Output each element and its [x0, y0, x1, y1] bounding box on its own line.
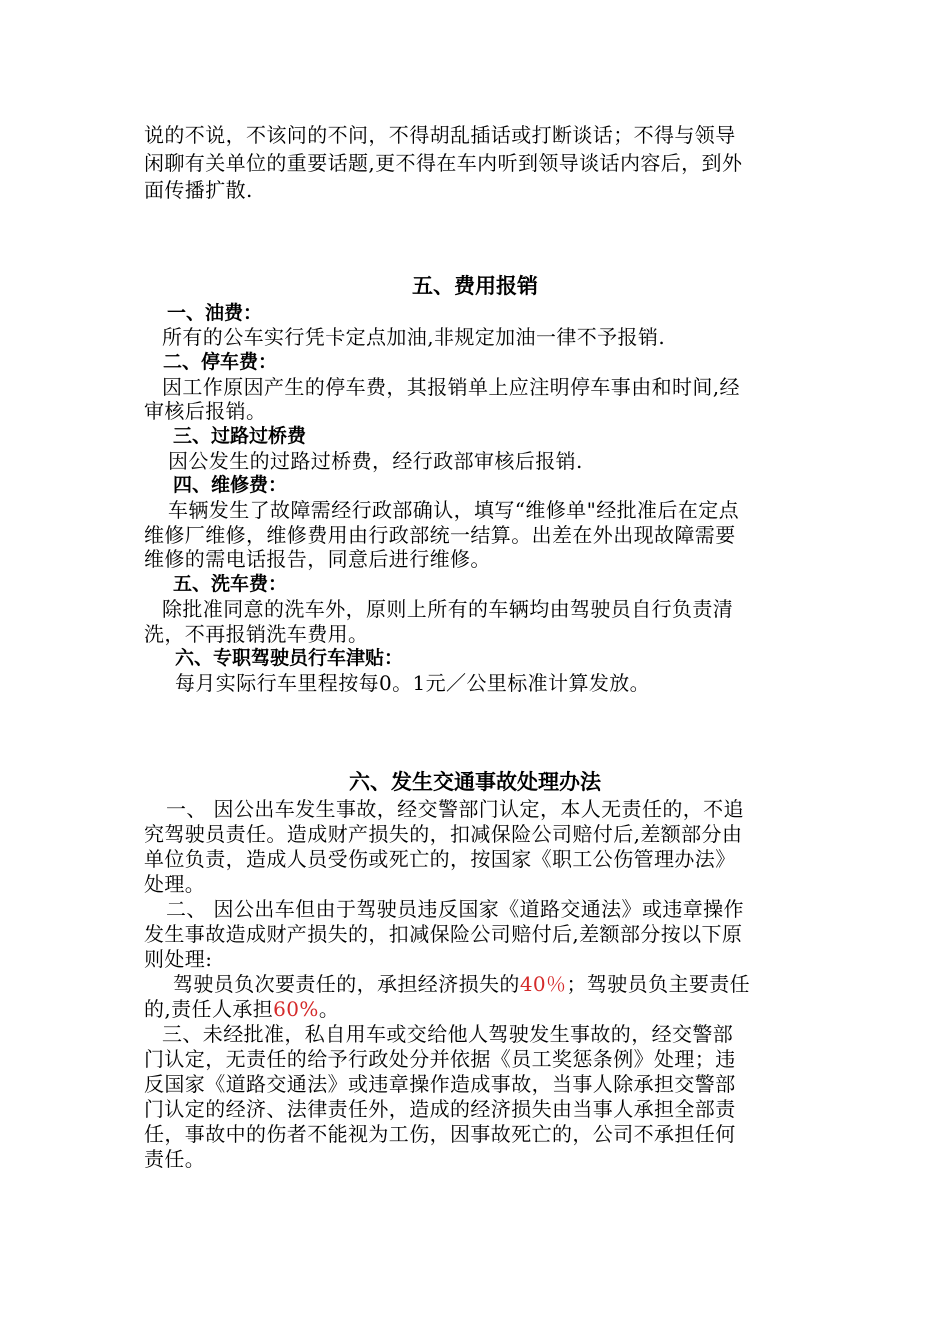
fuel-text: 所有的公车实行凭卡定点加油,非规定加油一律不予报销. — [162, 325, 666, 349]
liability-line-1 — [173, 971, 750, 997]
accident-p2-line-2: 发生事故造成财产损失的，扣减保险公司赔付后,差额部分按以下原 — [144, 922, 743, 946]
liability-text-c: ；驾驶员负主要责任 — [566, 972, 751, 996]
parking-text-2: 审核后报销。 — [144, 399, 267, 423]
accident-p1-line-3: 单位负责，造成人员受伤或死亡的，按国家《职工公伤管理办法》 — [144, 847, 736, 871]
toll-text: 因公发生的过路过桥费，经行政部审核后报销. — [168, 449, 583, 473]
accident-p4-line-2: 门认定，无责任的给予行政处分并依据《员工奖惩条例》处理；违 — [144, 1047, 736, 1071]
major-liability-percent: 60% — [273, 997, 319, 1021]
accident-p4-line-4: 门认定的经济、法律责任外，造成的经济损失由当事人承担全部责 — [144, 1097, 736, 1121]
allowance-heading: 六、专职驾驶员行车津贴： — [175, 647, 404, 669]
accident-p2-line-3: 则处理: — [144, 947, 213, 971]
liability-text-d: 的,责任人承担 — [144, 997, 274, 1021]
accident-p4-line-6: 责任。 — [144, 1147, 206, 1171]
allowance-text: 每月实际行车里程按每0。1元／公里标准计算发放。 — [175, 671, 651, 695]
fuel-heading: 一、油费： — [167, 302, 263, 324]
liability-line-2 — [144, 996, 339, 1022]
repair-heading: 四、维修费： — [173, 474, 288, 496]
accident-p2-line-1: 二、 因公出车但由于驾驶员违反国家《道路交通法》或违章操作 — [166, 897, 744, 921]
intro-line-1: 说的不说，不该问的不问，不得胡乱插话或打断谈话；不得与领导 — [144, 123, 736, 147]
accident-p4-line-5: 任，事故中的伤者不能视为工伤，因事故死亡的，公司不承担任何 — [144, 1122, 736, 1146]
toll-heading: 三、过路过桥费 — [173, 425, 307, 447]
accident-p1-line-4: 处理。 — [144, 872, 206, 896]
accident-p4-line-3: 反国家《道路交通法》或违章操作造成事故，当事人除承担交警部 — [144, 1072, 736, 1096]
repair-text-1: 车辆发生了故障需经行政部确认，填写“维修单"经批准后在定点 — [168, 498, 740, 522]
liability-text-e: 。 — [318, 997, 340, 1021]
intro-line-2: 闲聊有关单位的重要话题,更不得在车内听到领导谈话内容后，到外 — [144, 151, 743, 175]
wash-heading: 五、洗车费： — [173, 573, 288, 595]
parking-heading: 二、停车费： — [163, 351, 278, 373]
parking-text-1: 因工作原因产生的停车费，其报销单上应注明停车事由和时间,经 — [162, 375, 740, 399]
repair-text-2: 维修厂维修，维修费用由行政部统一结算。出差在外出现故障需要 — [144, 523, 736, 547]
repair-text-3: 维修的需电话报告，同意后进行维修。 — [144, 547, 491, 571]
accident-p4-line-1: 三、未经批准，私自用车或交给他人驾驶发生事故的，经交警部 — [162, 1022, 734, 1046]
wash-text-2: 洗，不再报销洗车费用。 — [144, 622, 369, 646]
intro-line-3: 面传播扩散. — [144, 178, 253, 202]
section-5-title: 五、费用报销 — [412, 274, 538, 298]
section-6-title: 六、发生交通事故处理办法 — [349, 770, 601, 794]
liability-text-a: 驾驶员负次要责任的，承担经济损失的 — [173, 972, 520, 996]
wash-text-1: 除批准同意的洗车外，原则上所有的车辆均由驾驶员自行负责清 — [162, 597, 734, 621]
minor-liability-percent: 40％ — [519, 972, 567, 996]
accident-p1-line-2: 究驾驶员责任。造成财产损失的，扣减保险公司赔付后,差额部分由 — [144, 822, 743, 846]
accident-p1-line-1: 一、 因公出车发生事故，经交警部门认定，本人无责任的，不追 — [166, 797, 744, 821]
